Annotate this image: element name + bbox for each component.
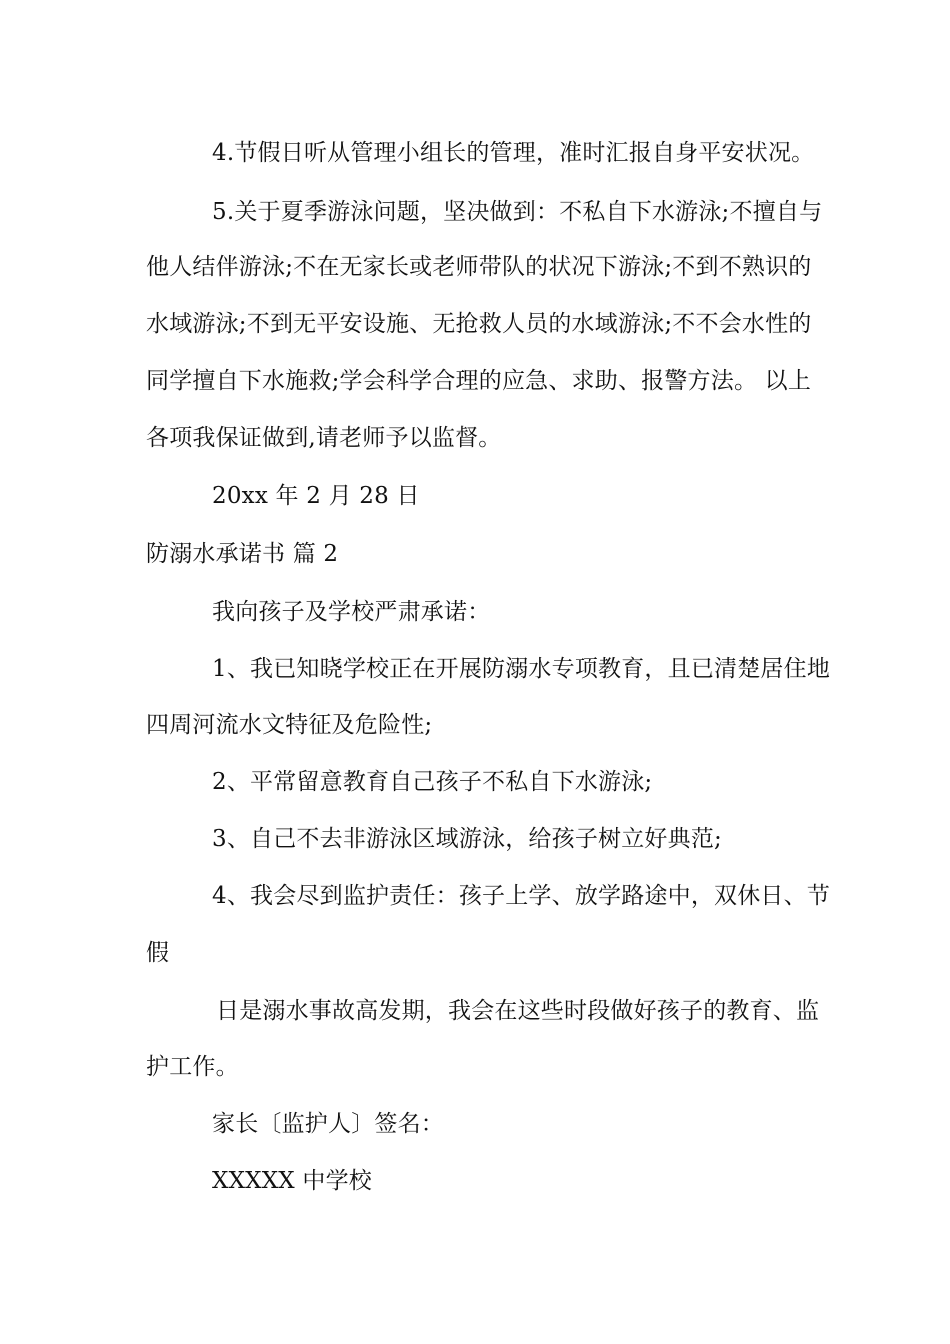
paragraph-item-5-cont-2: 水域游泳;不到无平安设施、无抢救人员的水域游泳;不不会水性的 [146,311,812,337]
pledge-item-2: 2、平常留意教育自己孩子不私自下水游泳; [212,769,653,795]
paragraph-item-5-cont-3: 同学擅自下水施救;学会科学合理的应急、求助、报警方法。 以上 [146,368,812,394]
pledge-item-3: 3、自己不去非游泳区域游泳，给孩子树立好典范; [212,826,722,852]
paragraph-item-5-cont-1: 他人结伴游泳;不在无家长或老师带队的状况下游泳;不到不熟识的 [146,254,812,280]
pledge-item-4-cont-3: 护工作。 [146,1054,239,1080]
date-line: 20xx 年 2 月 28 日 [212,483,420,509]
guardian-signature-label: 家长〔监护人〕签名： [212,1111,444,1137]
pledge-item-4: 4、我会尽到监护责任：孩子上学、放学路途中，双休日、节 [212,883,831,909]
pledge-item-4-cont-2: 日是溺水事故高发期，我会在这些时段做好孩子的教育、监 [216,998,820,1024]
school-name: XXXXX 中学校 [212,1168,372,1194]
section-title: 防溺水承诺书 篇 2 [146,541,339,567]
paragraph-item-4: 4.节假日听从管理小组长的管理，准时汇报自身平安状况。 [212,140,815,166]
pledge-item-1-cont: 四周河流水文特征及危险性; [146,712,433,738]
paragraph-item-5-cont-4: 各项我保证做到,请老师予以监督。 [146,425,502,451]
paragraph-item-5: 5.关于夏季游泳问题，坚决做到：不私自下水游泳;不擅自与 [212,199,823,225]
pledge-intro: 我向孩子及学校严肃承诺： [212,599,491,625]
pledge-item-4-cont-1: 假 [146,940,170,966]
pledge-item-1: 1、我已知晓学校正在开展防溺水专项教育，且已清楚居住地 [212,656,831,682]
